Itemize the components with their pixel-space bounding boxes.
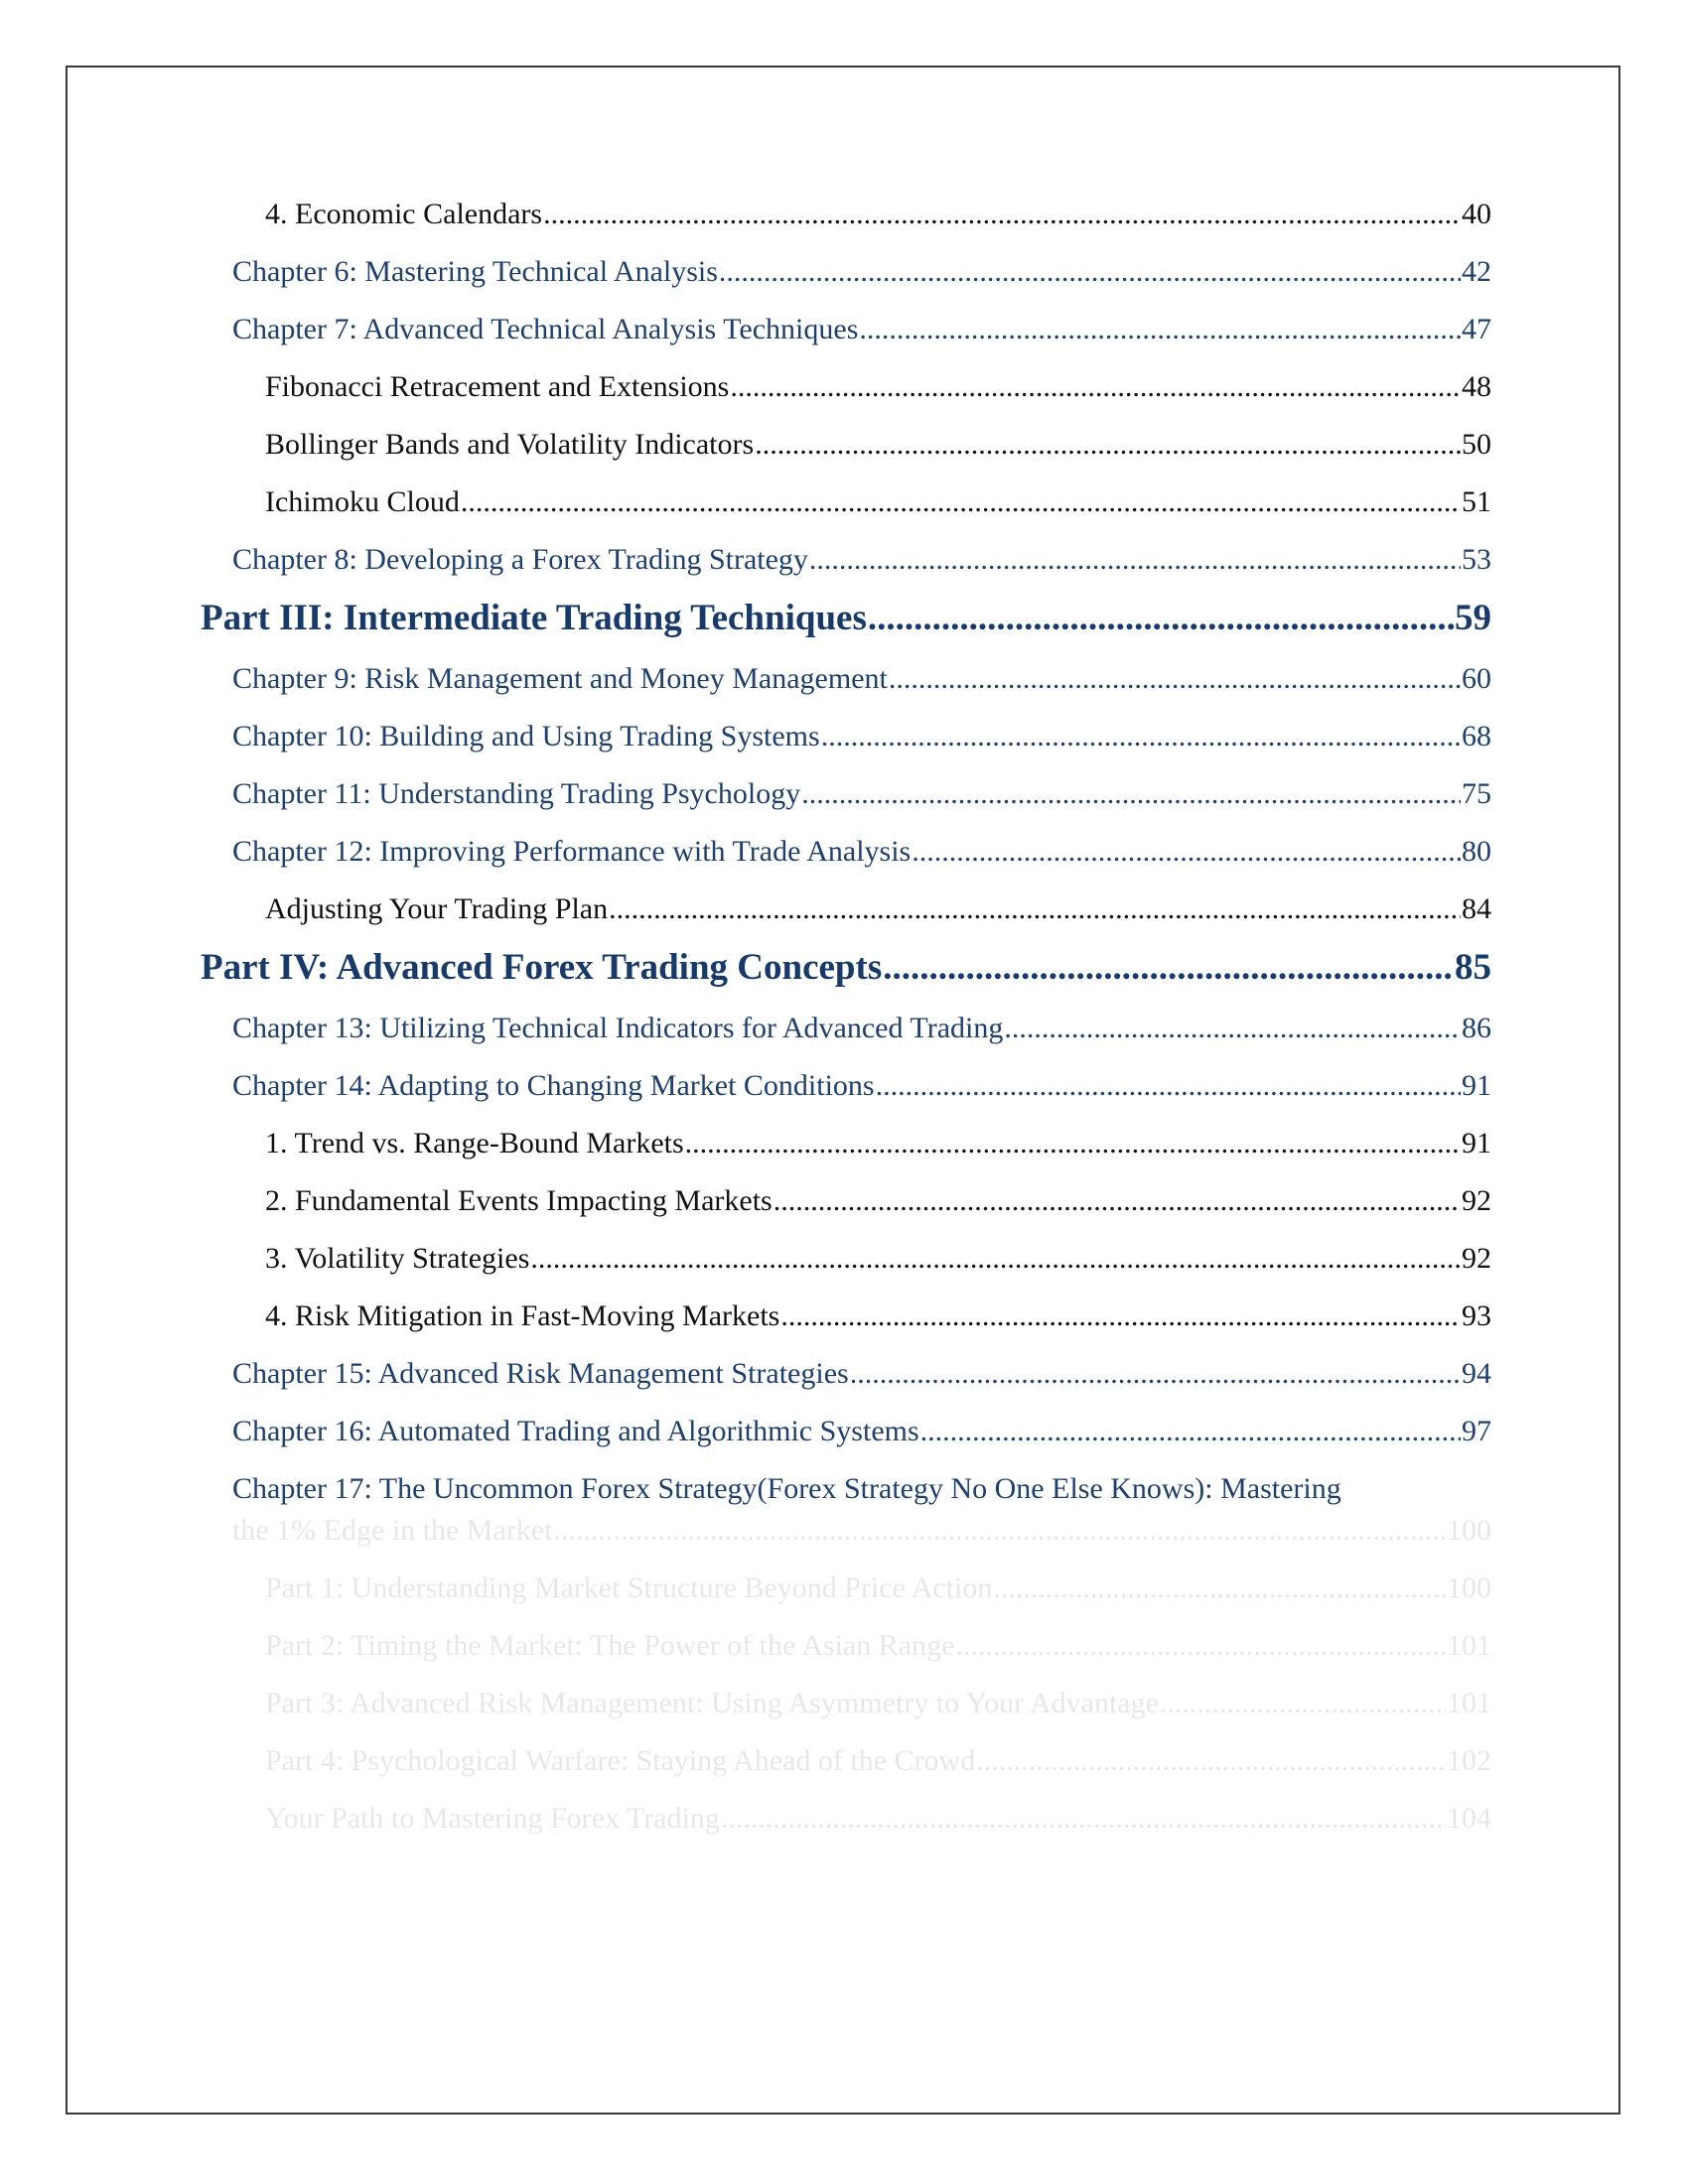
toc-page-number: 53 xyxy=(1462,543,1491,576)
leader-dots xyxy=(721,1799,1446,1839)
leader-dots xyxy=(755,425,1461,465)
toc-page-number: 68 xyxy=(1462,720,1491,752)
toc-entry-label: 4. Economic Calendars xyxy=(265,198,543,230)
toc-entry-trend-vs-range[interactable] xyxy=(265,1124,1491,1163)
toc-page-number: 47 xyxy=(1462,313,1491,345)
leader-dots xyxy=(1160,1684,1446,1723)
toc-entry-ichimoku[interactable] xyxy=(265,482,1491,522)
toc-entry-economic-calendars[interactable] xyxy=(265,195,1491,234)
toc-entry-label: Chapter 6: Mastering Technical Analysis xyxy=(232,255,718,288)
toc-entry-chapter-17[interactable] xyxy=(232,1469,1341,1509)
toc-entry-chapter-8[interactable] xyxy=(232,540,1491,580)
toc-entry-label: Part 3: Advanced Risk Management: Using Asymmetry to Your Advantage xyxy=(265,1687,1159,1719)
toc-page-number: 92 xyxy=(1462,1242,1491,1275)
toc-page-number: 50 xyxy=(1462,428,1491,461)
leader-dots xyxy=(1004,1009,1461,1048)
leader-dots xyxy=(543,195,1461,234)
toc-page-number: 86 xyxy=(1462,1012,1491,1044)
toc-entry-label: Chapter 16: Automated Trading and Algorithmic Systems xyxy=(232,1415,919,1447)
toc-entry-label: 2. Fundamental Events Impacting Markets xyxy=(265,1184,773,1217)
leader-dots xyxy=(976,1741,1446,1781)
toc-entry-label: Chapter 8: Developing a Forex Trading Strategy xyxy=(232,543,808,576)
toc-page-number: 59 xyxy=(1455,598,1491,638)
toc-entry-label: Chapter 11: Understanding Trading Psychology xyxy=(232,777,801,810)
leader-dots xyxy=(955,1626,1446,1666)
toc-entry-label: Chapter 7: Advanced Technical Analysis Techniques xyxy=(232,313,859,345)
leader-dots xyxy=(530,1239,1461,1279)
toc-entry-chapter-9[interactable] xyxy=(232,659,1491,699)
toc-entry-label: Ichimoku Cloud xyxy=(265,485,460,518)
leader-dots xyxy=(821,717,1461,756)
toc-page-number: 91 xyxy=(1462,1127,1491,1160)
toc-entry-chapter-17-continued[interactable] xyxy=(232,1511,1491,1551)
toc-entry-chapter-6[interactable] xyxy=(232,252,1491,292)
toc-entry-label: Part 1: Understanding Market Structure Beyond Price Action xyxy=(265,1571,993,1604)
toc-entry-part-4[interactable] xyxy=(201,945,1491,991)
toc-entry-part-3-risk[interactable] xyxy=(265,1684,1491,1723)
toc-entry-label: Chapter 15: Advanced Risk Management Strategies xyxy=(232,1357,849,1390)
toc-entry-label: Your Path to Mastering Forex Trading xyxy=(265,1802,720,1835)
toc-page-number: 75 xyxy=(1462,777,1491,810)
toc-entry-fundamental-events[interactable] xyxy=(265,1181,1491,1221)
toc-entry-chapter-12[interactable] xyxy=(232,832,1491,872)
toc-page-number: 92 xyxy=(1462,1184,1491,1217)
toc-entry-adjusting-plan[interactable] xyxy=(265,889,1491,929)
toc-page-number: 80 xyxy=(1462,835,1491,868)
toc-page-number: 101 xyxy=(1447,1687,1491,1719)
toc-entry-label: Chapter 13: Utilizing Technical Indicators for Advanced Trading xyxy=(232,1012,1004,1044)
leader-dots xyxy=(801,774,1461,814)
toc-entry-part-1-market-structure[interactable] xyxy=(265,1569,1491,1608)
toc-entry-volatility-strategies[interactable] xyxy=(265,1239,1491,1279)
toc-page-number: 40 xyxy=(1462,198,1491,230)
toc-page-number: 104 xyxy=(1447,1802,1491,1835)
toc-entry-chapter-13[interactable] xyxy=(232,1009,1491,1048)
leader-dots xyxy=(993,1569,1446,1608)
toc-page-number: 91 xyxy=(1462,1069,1491,1102)
toc-entry-part-2-timing[interactable] xyxy=(265,1626,1491,1666)
leader-dots xyxy=(850,1354,1461,1394)
leader-dots xyxy=(859,310,1461,349)
leader-dots xyxy=(912,832,1461,872)
leader-dots xyxy=(609,889,1461,929)
toc-entry-your-path[interactable] xyxy=(265,1799,1491,1839)
toc-entry-label: Chapter 14: Adapting to Changing Market Conditions xyxy=(232,1069,875,1102)
toc-entry-part-4-psychology[interactable] xyxy=(265,1741,1491,1781)
toc-entry-label: 4. Risk Mitigation in Fast-Moving Markets xyxy=(265,1299,780,1332)
toc-page-number: 60 xyxy=(1462,662,1491,695)
leader-dots xyxy=(719,252,1461,292)
toc-entry-label: Chapter 10: Building and Using Trading Systems xyxy=(232,720,820,752)
toc-entry-chapter-16[interactable] xyxy=(232,1412,1491,1451)
toc-entry-fibonacci[interactable] xyxy=(265,367,1491,407)
leader-dots xyxy=(461,482,1461,522)
toc-page-number: 84 xyxy=(1462,892,1491,925)
leader-dots xyxy=(868,596,1454,641)
toc-page-number: 94 xyxy=(1462,1357,1491,1390)
toc-entry-label: Part 4: Psychological Warfare: Staying Ahead of the Crowd xyxy=(265,1744,976,1777)
toc-page-number: 85 xyxy=(1455,947,1491,988)
leader-dots xyxy=(553,1511,1446,1551)
toc-entry-label: Chapter 17: The Uncommon Forex Strategy(Forex Strategy No One Else Knows): Mastering xyxy=(232,1472,1341,1505)
toc-entry-label: Adjusting Your Trading Plan xyxy=(265,892,609,925)
toc-entry-part-3[interactable] xyxy=(201,596,1491,641)
toc-entry-bollinger[interactable] xyxy=(265,425,1491,465)
leader-dots xyxy=(774,1181,1461,1221)
toc-entry-chapter-14[interactable] xyxy=(232,1066,1491,1106)
toc-entry-label: 1. Trend vs. Range-Bound Markets xyxy=(265,1127,684,1160)
toc-entry-chapter-7[interactable] xyxy=(232,310,1491,349)
toc-page-number: 100 xyxy=(1447,1514,1491,1547)
leader-dots xyxy=(889,659,1461,699)
toc-page-number: 100 xyxy=(1447,1571,1491,1604)
leader-dots xyxy=(780,1297,1461,1336)
toc-entry-label: Chapter 12: Improving Performance with Trade Analysis xyxy=(232,835,912,868)
toc-entry-chapter-11[interactable] xyxy=(232,774,1491,814)
toc-entry-label: Fibonacci Retracement and Extensions xyxy=(265,370,730,403)
leader-dots xyxy=(920,1412,1461,1451)
leader-dots xyxy=(730,367,1461,407)
toc-page-number: 101 xyxy=(1447,1629,1491,1662)
toc-entry-label: Part 2: Timing the Market: The Power of the Asian Range xyxy=(265,1629,955,1662)
toc-entry-chapter-10[interactable] xyxy=(232,717,1491,756)
toc-entry-chapter-15[interactable] xyxy=(232,1354,1491,1394)
leader-dots xyxy=(809,540,1461,580)
leader-dots xyxy=(876,1066,1461,1106)
toc-entry-label: Chapter 9: Risk Management and Money Management xyxy=(232,662,888,695)
toc-page-number: 93 xyxy=(1462,1299,1491,1332)
toc-page-number: 51 xyxy=(1462,485,1491,518)
toc-entry-label: Bollinger Bands and Volatility Indicators xyxy=(265,428,755,461)
toc-page-number: 97 xyxy=(1462,1415,1491,1447)
toc-entry-label: Part IV: Advanced Forex Trading Concepts xyxy=(201,947,883,988)
toc-page-number: 102 xyxy=(1447,1744,1491,1777)
toc-entry-risk-mitigation[interactable] xyxy=(265,1297,1491,1336)
leader-dots xyxy=(685,1124,1461,1163)
toc-page-number: 48 xyxy=(1462,370,1491,403)
toc-entry-label: Part III: Intermediate Trading Techniques xyxy=(201,598,867,638)
leader-dots xyxy=(883,945,1454,991)
toc-page-number: 42 xyxy=(1462,255,1491,288)
toc-entry-label: 3. Volatility Strategies xyxy=(265,1242,530,1275)
toc-entry-label: the 1% Edge in the Market xyxy=(232,1514,553,1547)
